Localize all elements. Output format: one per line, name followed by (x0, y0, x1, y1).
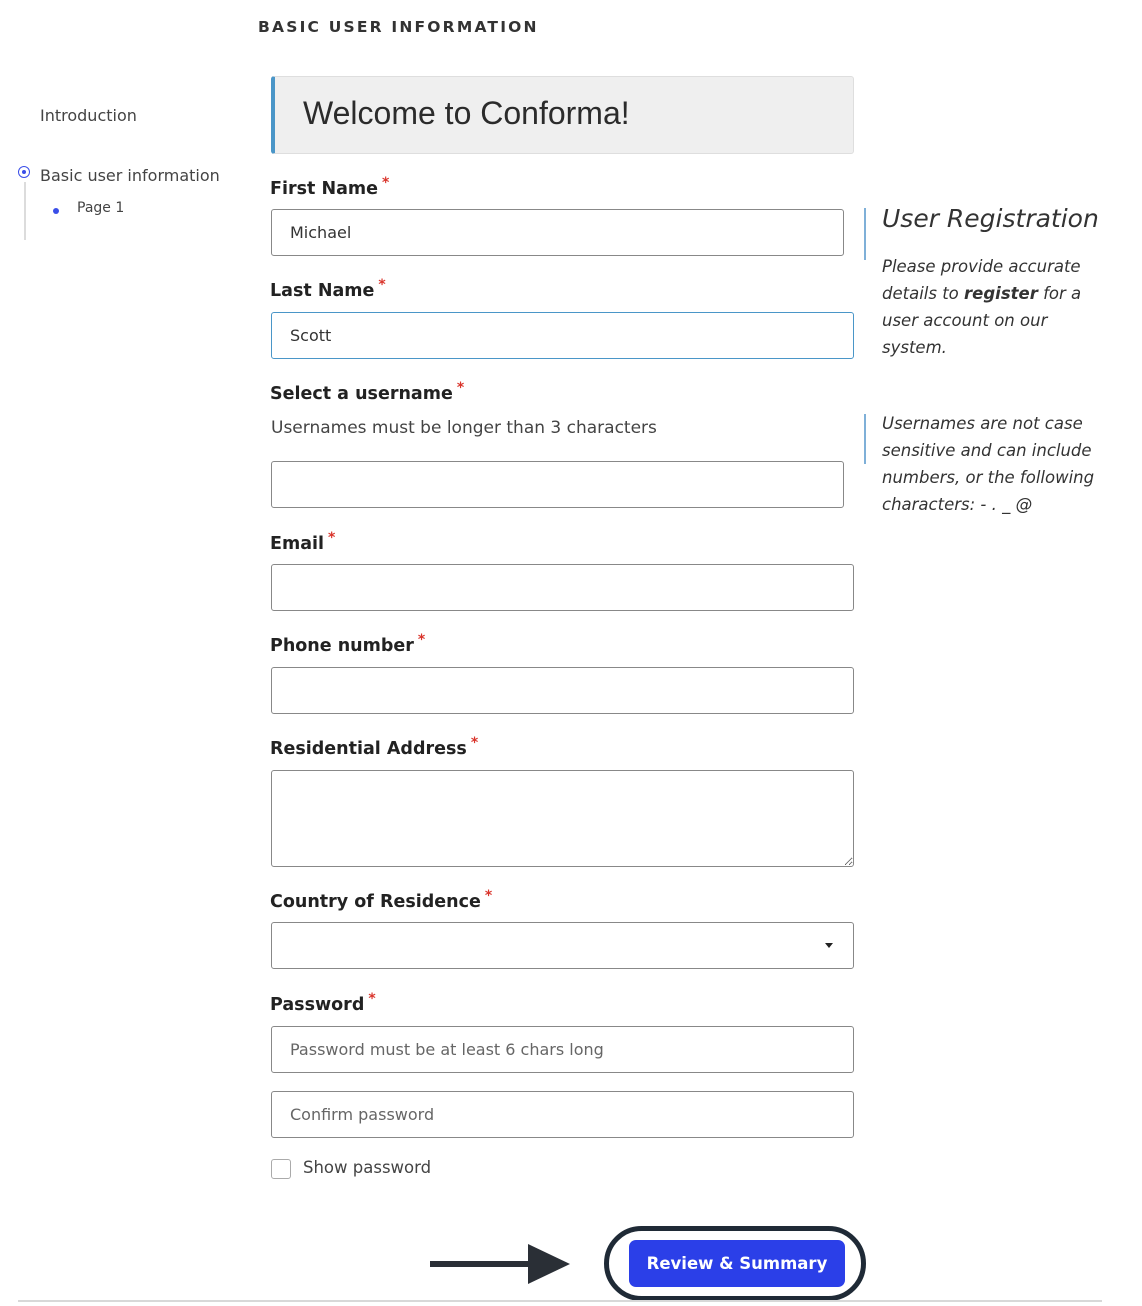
step-connector (24, 182, 26, 240)
username-label: Select a username * (270, 380, 465, 404)
last-name-label: Last Name * (270, 277, 386, 301)
info-description: Please provide accurate details to register for a user account on our system. (882, 257, 1082, 357)
sidebar-item-page-1[interactable]: Page 1 (77, 200, 125, 216)
chevron-down-icon[interactable] (825, 943, 833, 948)
address-textarea[interactable] (271, 770, 854, 867)
country-label: Country of Residence * (270, 888, 493, 912)
sidebar-item-introduction[interactable]: Introduction (40, 106, 137, 125)
arrow-annotation-shaft (430, 1261, 542, 1267)
info-title: User Registration (882, 204, 1099, 233)
phone-label: Phone number * (270, 632, 426, 656)
username-note: Usernames are not case sensitive and can include numbers, or the following characters: - . _ @ (882, 414, 1095, 514)
password-input[interactable] (271, 1026, 854, 1073)
info-accent-bar (864, 414, 866, 464)
current-step-icon (18, 166, 30, 178)
address-label: Residential Address * (270, 735, 479, 759)
confirm-password-input[interactable] (271, 1091, 854, 1138)
welcome-banner (271, 76, 854, 154)
show-password-label[interactable]: Show password (303, 1158, 432, 1177)
arrow-right-icon (528, 1244, 570, 1284)
username-input[interactable] (271, 461, 844, 508)
required-mark: * (484, 888, 493, 904)
required-mark: * (328, 530, 336, 546)
required-mark: * (368, 991, 376, 1007)
first-name-input[interactable] (271, 209, 844, 256)
first-name-label: First Name * (270, 175, 390, 199)
review-summary-button[interactable]: Review & Summary (629, 1240, 845, 1287)
section-title: BASIC USER INFORMATION (258, 18, 539, 36)
required-mark: * (378, 277, 386, 293)
password-label: Password * (270, 991, 376, 1015)
username-hint: Usernames must be longer than 3 characters (271, 418, 657, 438)
required-mark: * (417, 632, 426, 648)
required-mark: * (382, 175, 390, 191)
email-input[interactable] (271, 564, 854, 611)
divider (18, 1300, 1102, 1302)
page-dot-icon (53, 208, 59, 214)
last-name-input[interactable] (271, 312, 854, 359)
email-label: Email * (270, 530, 336, 554)
info-accent-bar (864, 208, 866, 260)
required-mark: * (456, 380, 465, 396)
required-mark: * (470, 735, 479, 751)
show-password-checkbox[interactable] (271, 1159, 291, 1179)
sidebar-item-basic-user-information[interactable]: Basic user information (40, 166, 220, 185)
welcome-title: Welcome to Conforma! (303, 95, 630, 131)
country-select[interactable] (271, 922, 854, 969)
phone-input[interactable] (271, 667, 854, 714)
